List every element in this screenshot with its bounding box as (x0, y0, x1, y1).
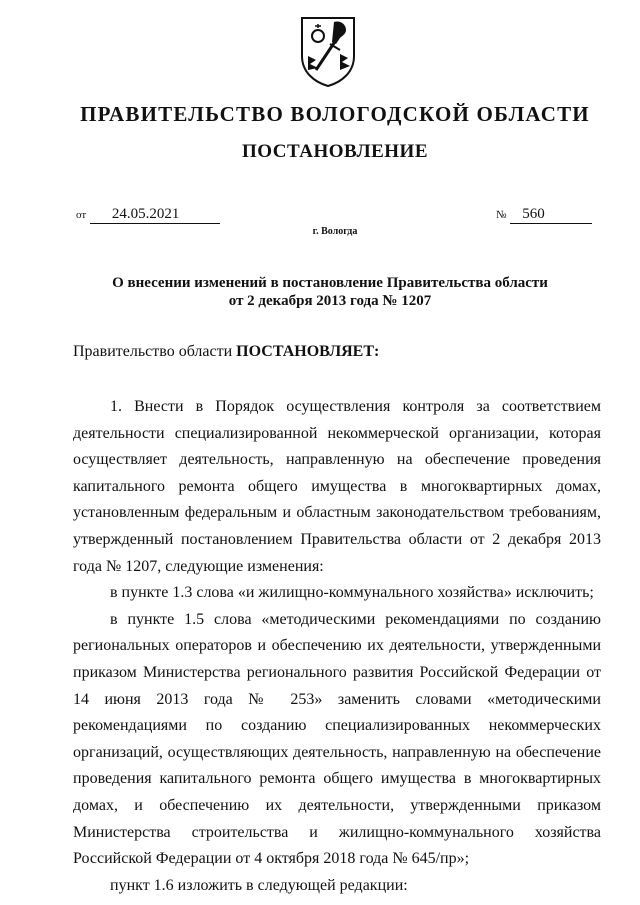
paragraph-2: в пункте 1.3 слова «и жилищно-коммунального хозяйства» исключить; (110, 584, 594, 602)
resolve-lead: Правительство области (73, 343, 237, 360)
date-prefix: от (76, 209, 87, 221)
organization-title: ПРАВИТЕЛЬСТВО ВОЛОГОДСКОЙ ОБЛАСТИ (80, 102, 590, 126)
paragraph-1: 1. Внести в Порядок осуществления контроля за соответствием деятельности специализированной некоммерческой организации, которая осуществляет деятельность, направленную на обеспечение проведения капитального ремонта общего имущества в многоквартирных домах, установленным федеральным и областным законодательством требованиям, утвержденный постановлением Правительства области от 2 декабря 2013 года № 1207, следующие изменения: (73, 398, 601, 575)
paragraph-4: пункт 1.6 изложить в следующей редакции: (110, 876, 408, 894)
date-field (76, 206, 220, 224)
number-prefix: № (496, 209, 507, 221)
resolve-line (73, 343, 379, 361)
resolve-emphasis: ПОСТАНОВЛЯЕТ: (236, 343, 380, 360)
document-number: 560 (510, 206, 592, 224)
paragraph-3: в пункте 1.5 слова «методическими рекомендациями по созданию региональных операторов и обеспечению их деятельности, утвержденными приказом Министерства регионального развития Российской Федерации от 14 июня 2013 года № 253» заменить словами «методическими рекомендациями по созданию специализированных некоммерческих организаций, осуществляющих деятельность, направленную на обеспечение проведения капитального ремонта общего имущества в многоквартирных домах, и обеспечению их деятельности, утвержденными приказом Министерства строительства и жилищно-коммунального хозяйства Российской Федерации от 4 октября 2018 года № 645/пр»; (73, 610, 601, 868)
city: г. Вологда (312, 226, 358, 237)
vologda-coat-of-arms-icon (296, 14, 360, 88)
document-subject (60, 274, 600, 310)
number-field (496, 206, 592, 224)
subject-line-1: О внесении изменений в постановление Правительства области (112, 275, 548, 291)
document-type: ПОСТАНОВЛЕНИЕ (241, 141, 429, 162)
subject-line-2: от 2 декабря 2013 года № 1207 (228, 293, 432, 309)
document-date: 24.05.2021 (90, 206, 220, 224)
document-body (73, 394, 601, 899)
